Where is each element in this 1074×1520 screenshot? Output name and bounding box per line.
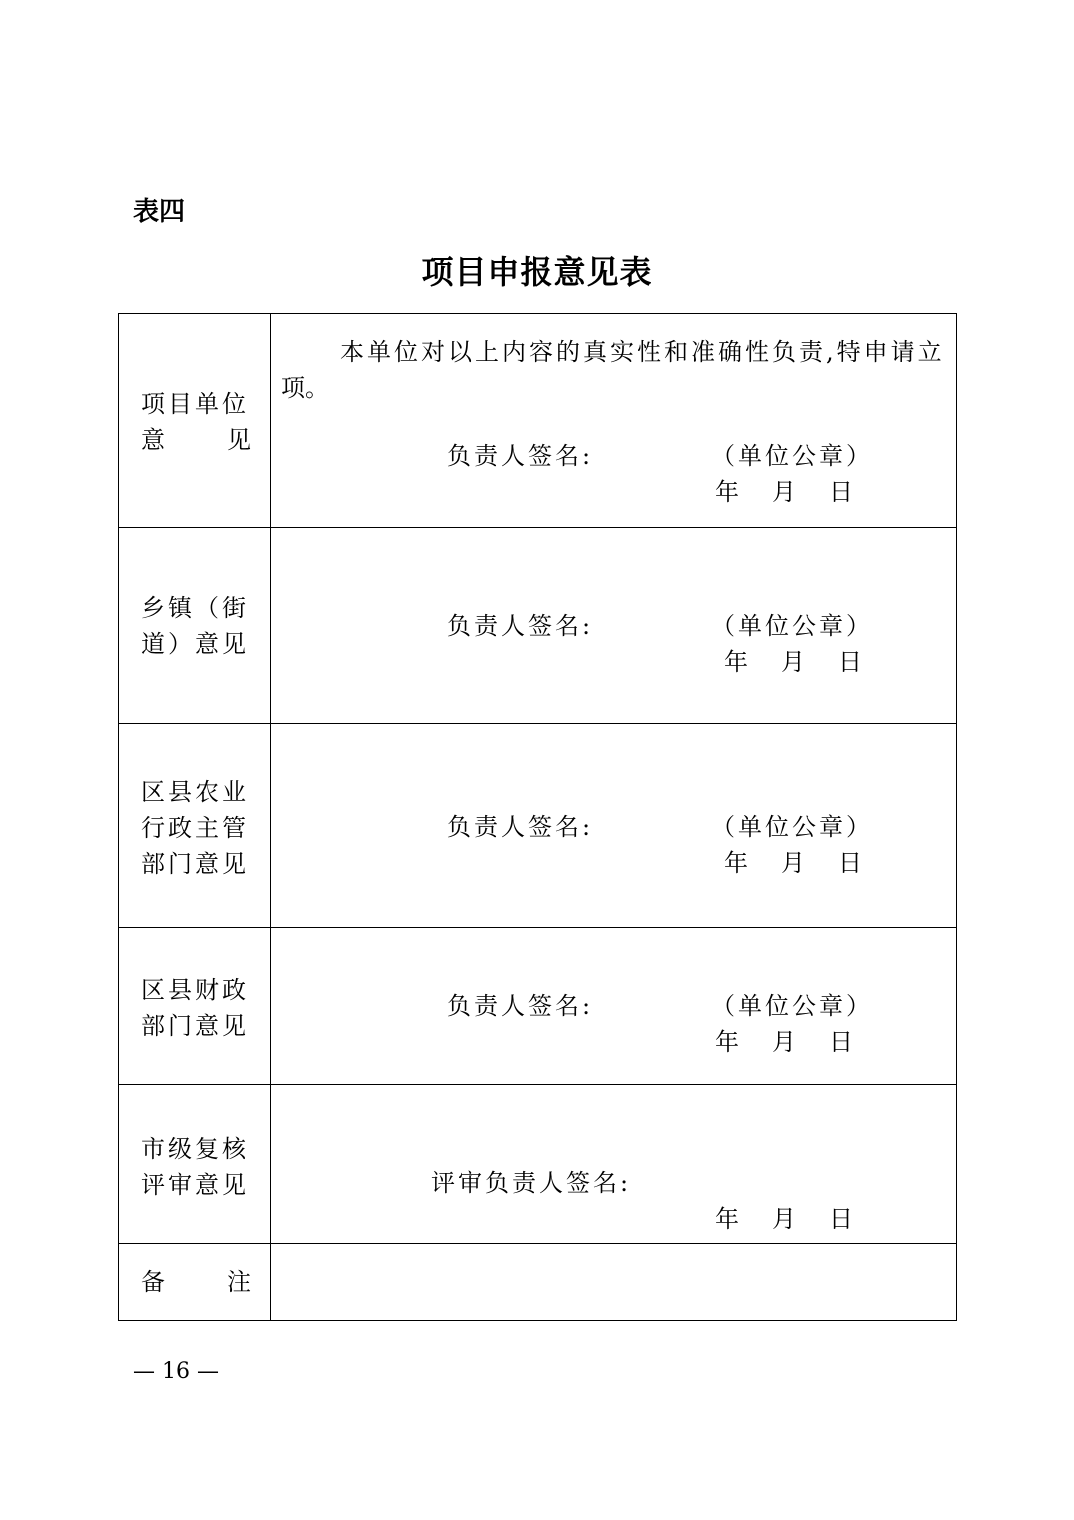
date-line [715, 1201, 853, 1237]
signer-label: 评审负责人签名: [431, 1169, 632, 1197]
form-title: 项目申报意见表 [421, 253, 653, 291]
label-line: 部门意见 [141, 1012, 249, 1040]
date-month: 月 [772, 1028, 796, 1056]
date-line [715, 1024, 853, 1060]
row-county-finance [119, 928, 956, 1085]
date-day: 日 [838, 849, 862, 877]
row-remarks [119, 1244, 956, 1320]
row-label [119, 724, 271, 927]
date-month: 月 [781, 648, 805, 676]
date-month: 月 [772, 478, 796, 506]
date-year: 年 [715, 1028, 739, 1056]
page-number: — 16 — [133, 1359, 219, 1384]
label-line: 区县农业 [141, 778, 249, 806]
row-township [119, 528, 956, 724]
row-label [119, 528, 271, 723]
date-line [724, 644, 862, 680]
date-year: 年 [724, 648, 748, 676]
seal-label: （单位公章） [711, 813, 873, 841]
date-line [724, 845, 862, 881]
label-line: 意 见 [141, 426, 251, 454]
label-line: 市级复核 [141, 1135, 249, 1163]
label-line: 道）意见 [141, 630, 249, 658]
seal-label: （单位公章） [711, 612, 873, 640]
date-line [715, 474, 853, 510]
statement-line: 项。 [281, 374, 329, 402]
signer-label: 负责人签名: [447, 442, 594, 470]
signer-label: 负责人签名: [447, 992, 594, 1020]
row-county-agriculture [119, 724, 956, 928]
row-label [119, 314, 271, 527]
remarks-content[interactable] [271, 1244, 956, 1320]
date-day: 日 [829, 1205, 853, 1233]
signer-label: 负责人签名: [447, 813, 594, 841]
date-year: 年 [724, 849, 748, 877]
date-day: 日 [838, 648, 862, 676]
label-line: 部门意见 [141, 850, 249, 878]
date-day: 日 [829, 478, 853, 506]
label-line: 项目单位 [141, 390, 249, 418]
label-line: 备 注 [141, 1268, 251, 1296]
row-label [119, 1244, 271, 1320]
date-day: 日 [829, 1028, 853, 1056]
signer-label: 负责人签名: [447, 612, 594, 640]
date-month: 月 [781, 849, 805, 877]
row-project-unit [119, 314, 956, 528]
row-city-review [119, 1085, 956, 1244]
label-line: 乡镇（街 [141, 594, 249, 622]
opinion-form-table [118, 313, 957, 1321]
date-month: 月 [772, 1205, 796, 1233]
row-label [119, 1085, 271, 1243]
row-label [119, 928, 271, 1084]
date-year: 年 [715, 1205, 739, 1233]
seal-label: （单位公章） [711, 992, 873, 1020]
statement-line: 本单位对以上内容的真实性和准确性负责,特申请立 [340, 338, 945, 366]
table-tag: 表四 [133, 197, 186, 227]
label-line: 区县财政 [141, 976, 249, 1004]
label-line: 行政主管 [141, 814, 249, 842]
label-line: 评审意见 [141, 1171, 249, 1199]
date-year: 年 [715, 478, 739, 506]
seal-label: （单位公章） [711, 442, 873, 470]
